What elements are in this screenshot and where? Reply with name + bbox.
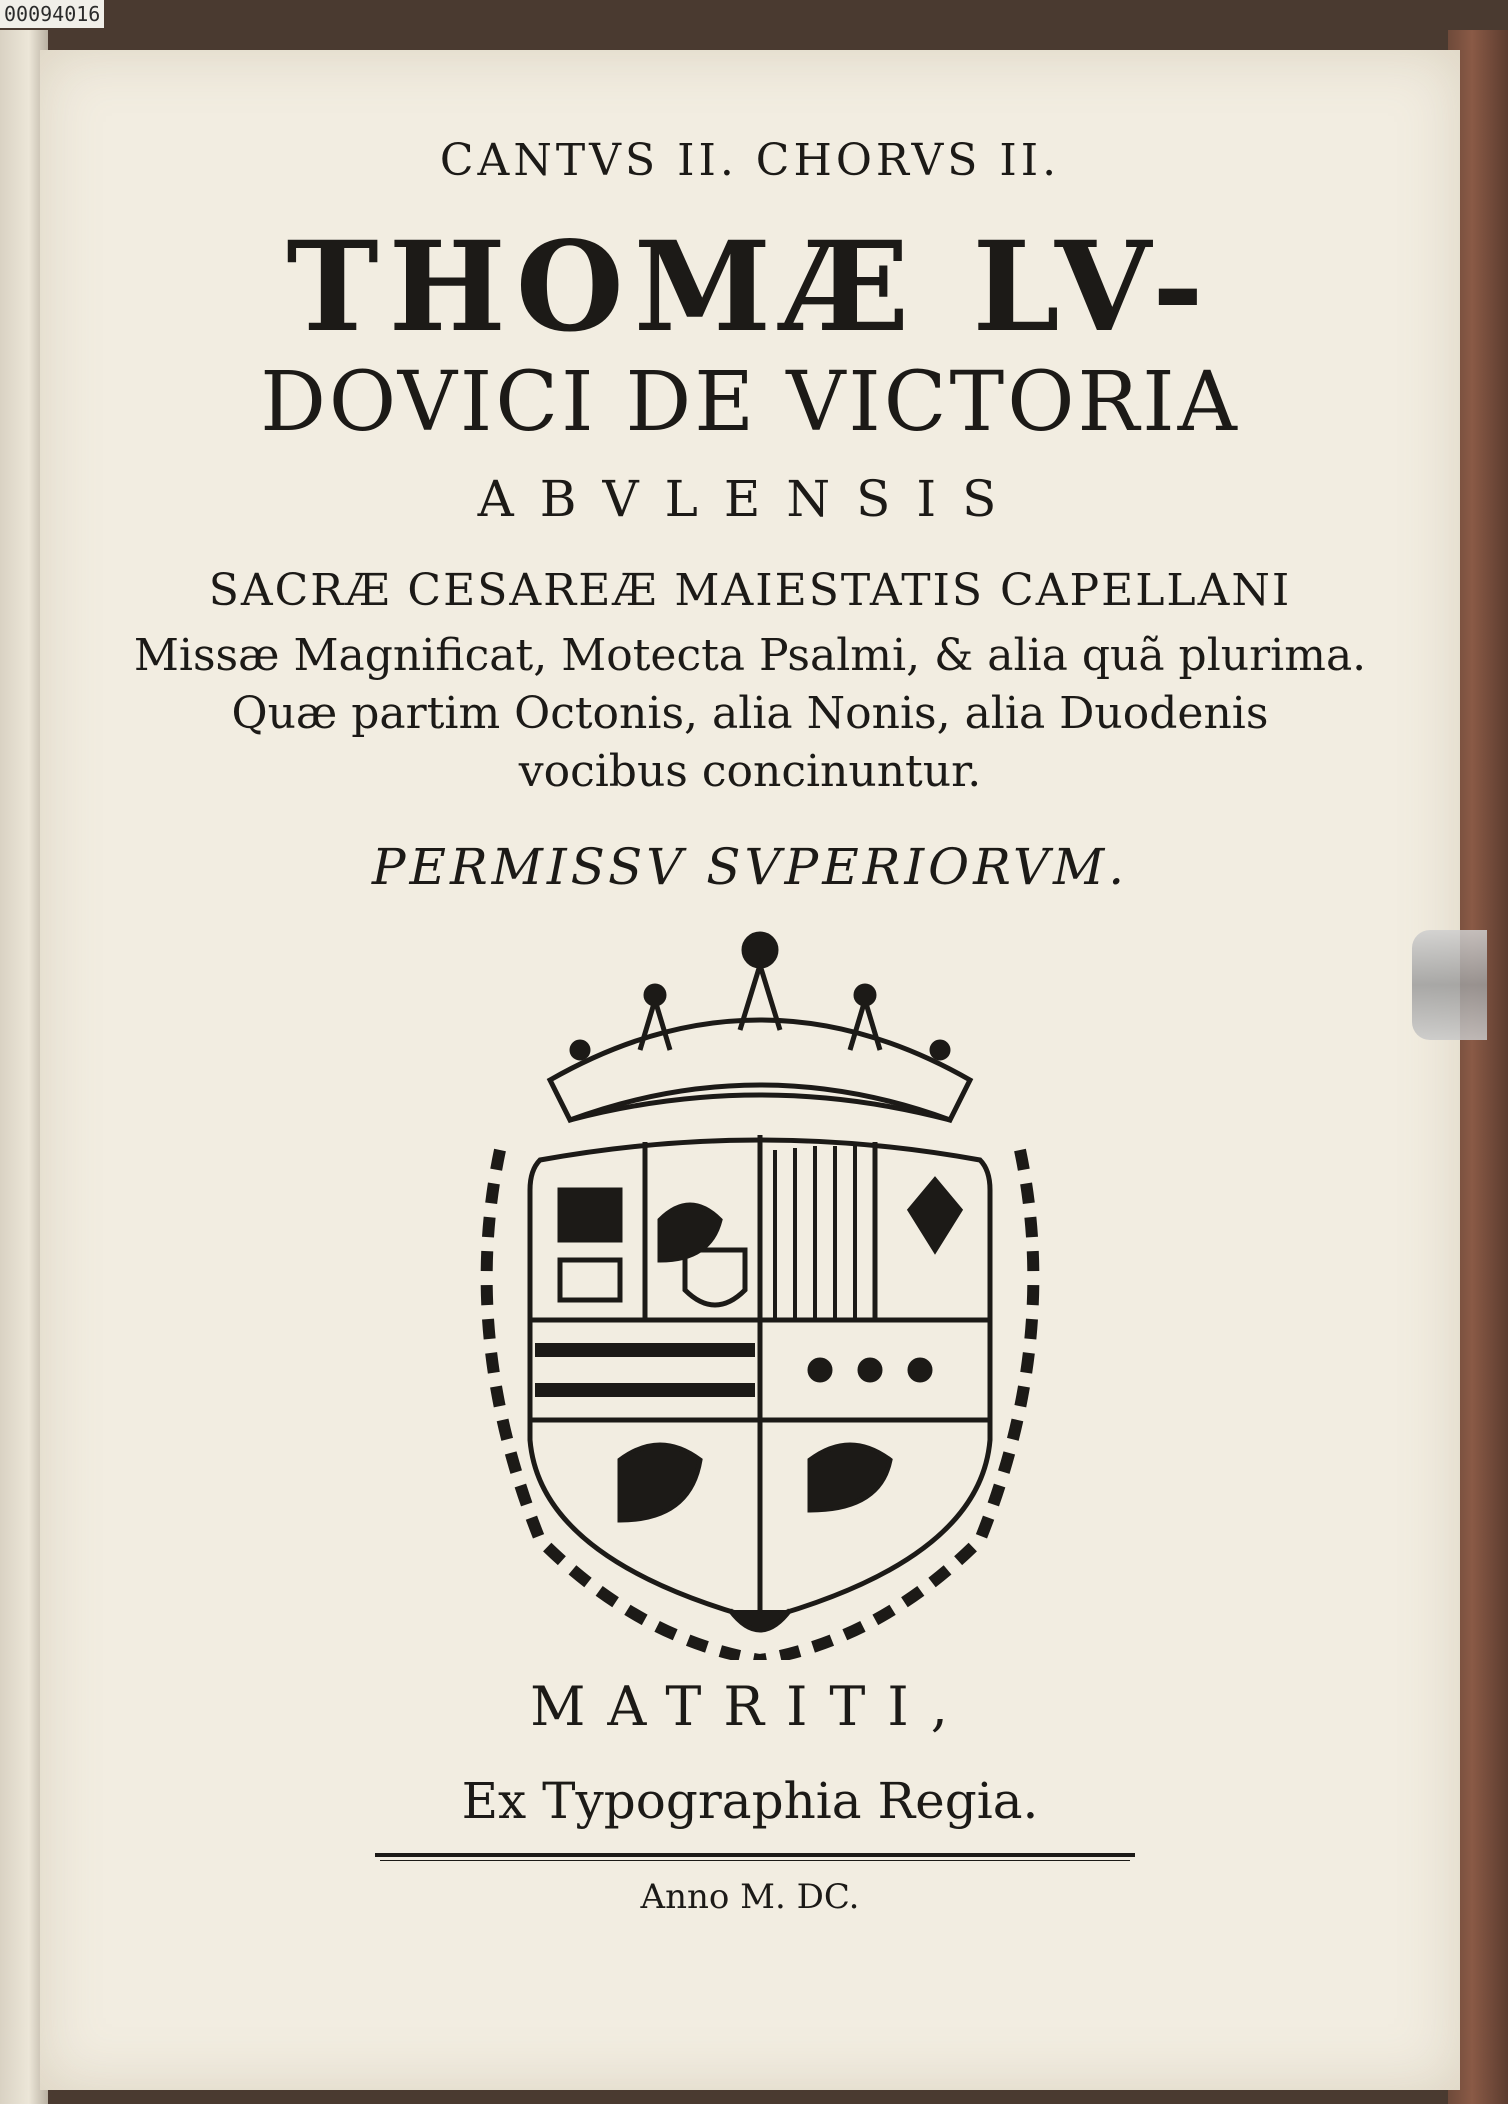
imprint-year: Anno M. DC. — [640, 1877, 860, 1917]
author-line-1: THOMÆ LV- — [286, 215, 1214, 360]
imprint-city: MATRITI, — [530, 1675, 970, 1738]
imprint-rule — [375, 1853, 1135, 1857]
contents-line-3: vocibus concinuntur. — [518, 746, 982, 797]
contents-line-1: Missæ Magnificat, Motecta Psalmi, & alia quã plurima. — [133, 630, 1367, 681]
author-line-3: ABVLENSIS — [477, 470, 1023, 528]
imprint-printer: Ex Typographia Regia. — [461, 1772, 1039, 1830]
contents-line-2: Quæ partim Octonis, alia Nonis, alia Duodenis — [231, 688, 1269, 739]
imprint-rule-thin — [380, 1860, 1130, 1861]
page-clip — [1412, 930, 1487, 1040]
royal-coat-of-arms — [440, 920, 1080, 1660]
permission-line: PERMISSV SVPERIORVM. — [371, 838, 1129, 896]
part-line: CANTVS II. CHORVS II. — [439, 135, 1061, 186]
office-line: SACRÆ CESAREÆ MAIESTATIS CAPELLANI — [208, 565, 1292, 616]
author-line-2: DOVICI DE VICTORIA — [260, 355, 1240, 450]
catalog-stamp: 00094016 — [0, 0, 104, 28]
